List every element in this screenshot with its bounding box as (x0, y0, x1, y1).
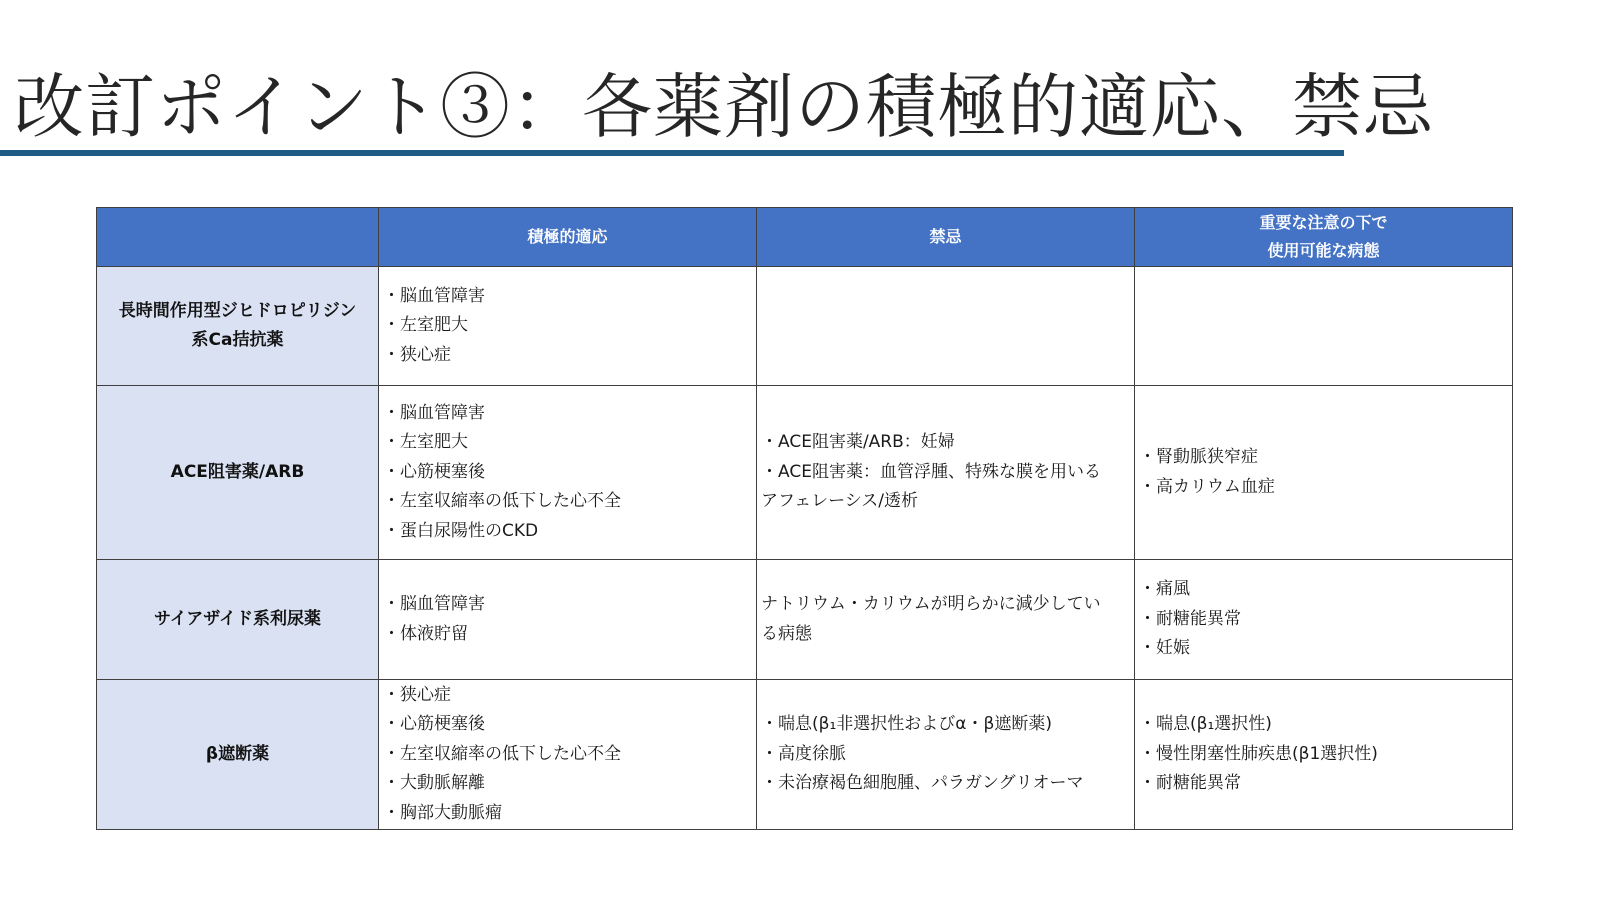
cell-line: 長時間作用型ジヒドロピリジン (118, 301, 357, 321)
cell-line: 積極的適応 (527, 227, 608, 246)
table-body (97, 267, 1513, 830)
cell-line: ・高度徐脈 (761, 743, 846, 764)
cell-line: ・高カリウム血症 (1139, 476, 1275, 497)
cell-line: ・妊娠 (1139, 638, 1190, 659)
cell-line: 系Ca拮抗薬 (191, 330, 284, 350)
contraindications-cell (757, 267, 1135, 386)
caution-cell (1135, 267, 1513, 386)
table-row (97, 386, 1513, 560)
cell-line: ・ACE阻害薬：血管浮腫、特殊な膜を用いる (761, 461, 1101, 482)
slide-title: 改訂ポイント③：各薬剤の積極的適応、禁忌 (14, 66, 1434, 148)
cell-line: ACE阻害薬/ARB (170, 462, 305, 482)
title-underline (0, 150, 1344, 156)
cell-line: ・心筋梗塞後 (383, 714, 485, 735)
cell-line: ・ACE阻害薬/ARB：妊婦 (761, 432, 955, 453)
cell-line: 使用可能な病態 (1267, 241, 1380, 260)
header-indications (379, 208, 757, 267)
caution-cell (1135, 386, 1513, 560)
cell-line: ・左室収縮率の低下した心不全 (383, 491, 621, 512)
cell-line: ・左室収縮率の低下した心不全 (383, 743, 621, 764)
header-corner-cell (97, 208, 379, 267)
cell-line: 重要な注意の下で (1259, 213, 1388, 232)
header-contraindications (757, 208, 1135, 267)
cell-line: サイアザイド系利尿薬 (153, 609, 322, 629)
cell-line: ・胸部大動脈瘤 (383, 802, 502, 823)
table-header-row (97, 208, 1513, 267)
cell-line: ・左室肥大 (383, 315, 468, 336)
caution-cell (1135, 680, 1513, 830)
cell-line: ・喘息(β₁非選択性およびα・β遮断薬) (761, 714, 1052, 735)
drug-name-cell (97, 680, 379, 830)
cell-line: ・脳血管障害 (383, 594, 485, 614)
table-row (97, 267, 1513, 386)
cell-line: ・痛風 (1139, 579, 1190, 600)
cell-line: ・心筋梗塞後 (383, 461, 485, 482)
cell-line: ・喘息(β₁選択性) (1139, 714, 1272, 735)
cell-line: ・体液貯留 (383, 623, 468, 644)
cell-line: ・腎動脈狭窄症 (1139, 447, 1258, 467)
indications-cell (379, 560, 757, 680)
indications-cell (379, 386, 757, 560)
cell-line: ・脳血管障害 (383, 285, 485, 306)
cell-line: る病態 (761, 623, 812, 644)
cell-line: ・大動脈解離 (383, 773, 485, 794)
cell-line: ・慢性閉塞性肺疾患(β1選択性) (1139, 743, 1378, 764)
cell-line: ・耐糖能異常 (1139, 773, 1241, 794)
cell-line: 禁忌 (929, 227, 962, 246)
drug-indication-table (96, 207, 1513, 830)
drug-name-cell (97, 267, 379, 386)
table-row (97, 560, 1513, 680)
cell-line: β遮断薬 (205, 744, 270, 764)
header-caution (1135, 208, 1513, 267)
indications-cell (379, 680, 757, 830)
cell-line: ナトリウム・カリウムが明らかに減少してい (761, 594, 1101, 614)
cell-line: ・狭心症 (383, 344, 451, 365)
contraindications-cell (757, 680, 1135, 830)
contraindications-cell (757, 386, 1135, 560)
cell-line: ・蛋白尿陽性のCKD (383, 520, 539, 541)
table-header (97, 208, 1513, 267)
caution-cell (1135, 560, 1513, 680)
indications-cell (379, 267, 757, 386)
cell-line: ・耐糖能異常 (1139, 608, 1241, 629)
cell-line: ・脳血管障害 (383, 402, 485, 423)
cell-line: ・狭心症 (383, 684, 451, 705)
drug-name-cell (97, 560, 379, 680)
cell-line: ・左室肥大 (383, 432, 468, 453)
cell-line: アフェレーシス/透析 (761, 491, 919, 512)
table-row (97, 680, 1513, 830)
drug-name-cell (97, 386, 379, 560)
cell-line: ・未治療褐色細胞腫、パラガングリオーマ (761, 773, 1084, 794)
contraindications-cell (757, 560, 1135, 680)
